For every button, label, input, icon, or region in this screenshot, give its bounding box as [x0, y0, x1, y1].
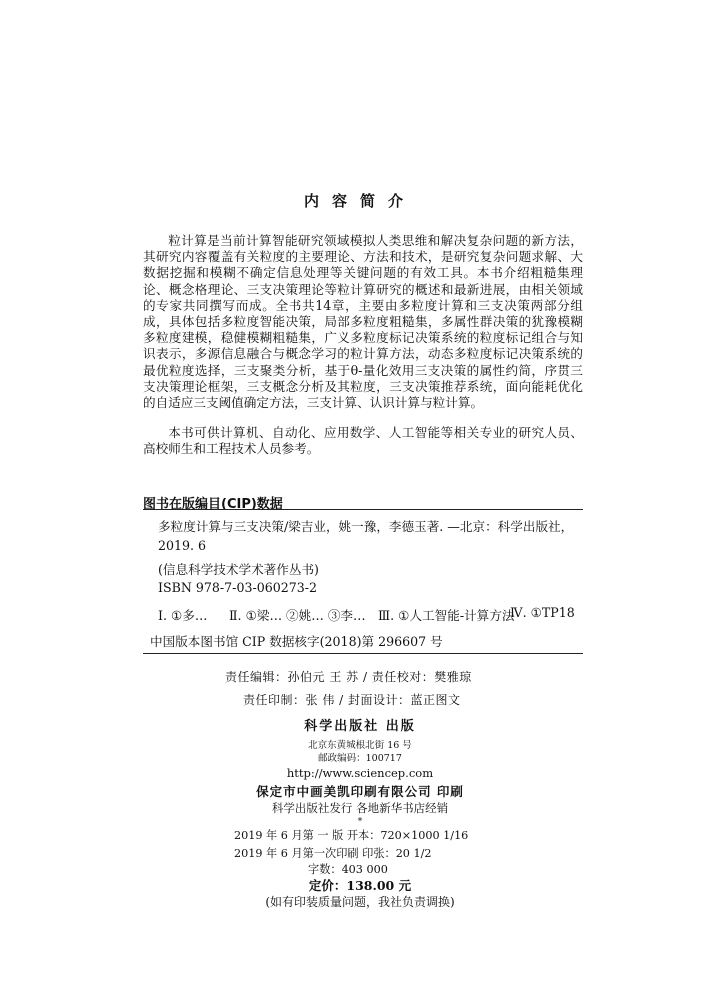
cip-title-line: 多粒度计算与三支决策/梁吉业，姚一豫，李德玉著. —北京：科学出版社，: [158, 519, 574, 534]
quality-notice: (如有印装质量问题，我社负责调换): [265, 895, 455, 909]
cip-top-divider: [143, 509, 583, 510]
separator-star: *: [357, 817, 363, 827]
cip-classification-3: Ⅲ. ①人工智能-计算方法: [378, 608, 515, 623]
cip-heading: 图书在版编目(CIP)数据: [143, 497, 283, 512]
credits-editors: 责任编辑：孙伯元 王 苏 / 责任校对：樊雅琼: [225, 670, 472, 684]
summary-paragraph-1: 粒计算是当前计算智能研究领域模拟人类思维和解决复杂问题的新方法，其研究内容覆盖有关粒度的主要理论、方法和技术，是研究复杂问题求解、大数据挖掘和模糊不确定信息处理等关键问题的有效工具。本书介绍粗糙集理论、概念格理论、三支决策理论等粒计算研究的概述和最新进展，由相关领域的专家共同撰写而成。全书共14章，主要由多粒度计算和三支决策两部分组成，具体包括多粒度智能决策，局部多粒度粗糙集，多属性群决策的犹豫模糊多粒度建模，稳健模糊粗糙集，广义多粒度标记决策系统的粒度标记组合与知识表示，多源信息融合与概念学习的粒计算方法，动态多粒度标记决策系统的最优粒度选择，三支聚类分析，基于θ-量化效用三支决策的属性约简，序贯三支决策理论框架，三支概念分析及其粒度，三支决策推荐系统，面向能耗优化的自适应三支阈值确定方法，三支计算、认识计算与粒计算。: [143, 233, 583, 411]
word-count: 字数：403 000: [308, 863, 388, 876]
printer-line: 保定市中画美凯印刷有限公司 印刷: [256, 784, 464, 799]
distribution-line: 科学出版社发行 各地新华书店经销: [271, 801, 449, 815]
cip-classification-2: Ⅱ. ①梁… ②姚… ③李…: [229, 608, 366, 623]
publisher-line: 科学出版社 出版: [304, 719, 416, 734]
cip-classification-1: Ⅰ. ①多…: [158, 608, 208, 623]
cip-bottom-divider: [143, 653, 583, 654]
credits-production: 责任印制：张 伟 / 封面设计：蓝正图文: [243, 693, 461, 707]
cip-series-line: (信息科学技术学术著作丛书): [158, 562, 319, 577]
edition-line: 2019 年 6 月第 一 版 开本：720×1000 1/16: [234, 829, 469, 842]
printing-line: 2019 年 6 月第一次印刷 印张：20 1/2: [234, 847, 432, 860]
summary-title: 内容简介: [303, 192, 416, 210]
publisher-address: 北京东黄城根北街 16 号: [308, 740, 412, 751]
price-line: 定价：138.00 元: [308, 878, 412, 893]
cip-catalog-number-line: 中国版本图书馆 CIP 数据核字(2018)第 296607 号: [150, 634, 443, 649]
cip-classification-4: Ⅳ. ①TP18: [510, 605, 575, 620]
cip-date-line: 2019. 6: [158, 538, 207, 553]
cip-isbn-line: ISBN 978-7-03-060273-2: [158, 580, 318, 595]
publisher-website: http://www.sciencep.com: [286, 766, 434, 780]
summary-paragraph-2: 本书可供计算机、自动化、应用数学、人工智能等相关专业的研究人员、高校师生和工程技术人员参考。: [143, 425, 583, 457]
publisher-postcode: 邮政编码：100717: [318, 753, 402, 764]
